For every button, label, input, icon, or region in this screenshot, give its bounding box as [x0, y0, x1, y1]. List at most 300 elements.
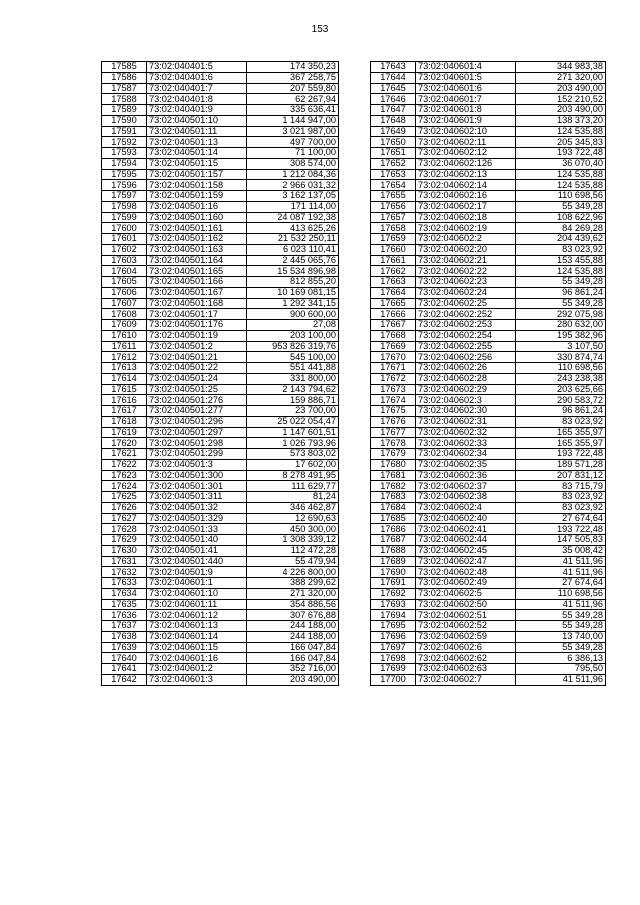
row-number-cell: 17638: [102, 631, 147, 642]
cadastral-number-cell: 73:02:040602:52: [416, 621, 516, 632]
cadastral-number-cell: 73:02:040602:41: [416, 524, 516, 535]
table-row: [102, 416, 339, 427]
table-row: [371, 137, 606, 148]
value-cell: 111 629,77: [247, 481, 339, 492]
cadastral-number-cell: 73:02:040602:62: [416, 653, 516, 664]
table-row: [371, 653, 606, 664]
value-cell: 71 100,00: [247, 148, 339, 159]
value-cell: 497 700,00: [247, 137, 339, 148]
table-row: [371, 427, 606, 438]
table-row: [371, 72, 606, 83]
table-row: [371, 234, 606, 245]
value-cell: 1 308 339,12: [247, 535, 339, 546]
row-number-cell: 17585: [102, 62, 147, 73]
table-row: [371, 513, 606, 524]
value-cell: 3 162 137,05: [247, 191, 339, 202]
value-cell: 346 462,87: [247, 502, 339, 513]
cadastral-number-cell: 73:02:040501:24: [147, 373, 247, 384]
value-cell: 55 349,28: [516, 621, 606, 632]
registry-table-left: [101, 61, 339, 686]
row-number-cell: 17678: [371, 438, 416, 449]
cadastral-number-cell: 73:02:040602:7: [416, 674, 516, 685]
row-number-cell: 17673: [371, 384, 416, 395]
value-cell: 55 349,28: [516, 642, 606, 653]
table-row: [102, 578, 339, 589]
row-number-cell: 17663: [371, 277, 416, 288]
table-row: [102, 610, 339, 621]
row-number-cell: 17634: [102, 588, 147, 599]
row-number-cell: 17592: [102, 137, 147, 148]
value-cell: 83 023,92: [516, 244, 606, 255]
row-number-cell: 17627: [102, 513, 147, 524]
cadastral-number-cell: 73:02:040602:35: [416, 459, 516, 470]
cadastral-number-cell: 73:02:040501:9: [147, 567, 247, 578]
table-row: [102, 599, 339, 610]
table-row: [102, 212, 339, 223]
cadastral-number-cell: 73:02:040501:17: [147, 309, 247, 320]
row-number-cell: 17642: [102, 674, 147, 685]
page-number: 153: [311, 24, 329, 35]
table-row: [102, 459, 339, 470]
value-cell: 35 008,42: [516, 545, 606, 556]
table-row: [102, 674, 339, 685]
table-row: [371, 567, 606, 578]
value-cell: 41 511,96: [516, 556, 606, 567]
table-row: [102, 406, 339, 417]
row-number-cell: 17675: [371, 406, 416, 417]
value-cell: 12 690,63: [247, 513, 339, 524]
cadastral-number-cell: 73:02:040601:8: [416, 105, 516, 116]
row-number-cell: 17615: [102, 384, 147, 395]
value-cell: 153 455,88: [516, 255, 606, 266]
row-number-cell: 17624: [102, 481, 147, 492]
row-number-cell: 17612: [102, 352, 147, 363]
value-cell: 243 238,38: [516, 373, 606, 384]
table-row: [371, 201, 606, 212]
cadastral-number-cell: 73:02:040501:311: [147, 492, 247, 503]
table-row: [102, 83, 339, 94]
row-number-cell: 17616: [102, 395, 147, 406]
value-cell: 124 535,88: [516, 266, 606, 277]
table-row: [102, 621, 339, 632]
table-row: [371, 556, 606, 567]
cadastral-number-cell: 73:02:040401:9: [147, 105, 247, 116]
cadastral-number-cell: 73:02:040501:165: [147, 266, 247, 277]
table-row: [371, 535, 606, 546]
cadastral-number-cell: 73:02:040501:301: [147, 481, 247, 492]
cadastral-number-cell: 73:02:040602:253: [416, 320, 516, 331]
table-row: [102, 158, 339, 169]
value-cell: 271 320,00: [516, 72, 606, 83]
value-cell: 352 716,00: [247, 664, 339, 675]
row-number-cell: 17668: [371, 330, 416, 341]
value-cell: 112 472,28: [247, 545, 339, 556]
table-row: [371, 674, 606, 685]
table-row: [102, 373, 339, 384]
row-number-cell: 17598: [102, 201, 147, 212]
row-number-cell: 17633: [102, 578, 147, 589]
table-row: [102, 148, 339, 159]
table-row: [102, 169, 339, 180]
value-cell: 41 511,96: [516, 674, 606, 685]
cadastral-number-cell: 73:02:040401:5: [147, 62, 247, 73]
table-row: [371, 631, 606, 642]
row-number-cell: 17685: [371, 513, 416, 524]
cadastral-number-cell: 73:02:040501:297: [147, 427, 247, 438]
table-row: [371, 373, 606, 384]
table-row: [371, 309, 606, 320]
cadastral-number-cell: 73:02:040501:440: [147, 556, 247, 567]
value-cell: 308 574,00: [247, 158, 339, 169]
table-row: [371, 459, 606, 470]
cadastral-number-cell: 73:02:040501:11: [147, 126, 247, 137]
table-row: [102, 277, 339, 288]
row-number-cell: 17594: [102, 158, 147, 169]
value-cell: 10 169 081,15: [247, 287, 339, 298]
cadastral-number-cell: 73:02:040602:10: [416, 126, 516, 137]
cadastral-number-cell: 73:02:040602:59: [416, 631, 516, 642]
value-cell: 165 355,97: [516, 438, 606, 449]
row-number-cell: 17647: [371, 105, 416, 116]
cadastral-number-cell: 73:02:040602:31: [416, 416, 516, 427]
value-cell: 203 490,00: [516, 83, 606, 94]
value-cell: 344 983,38: [516, 62, 606, 73]
row-number-cell: 17671: [371, 363, 416, 374]
row-number-cell: 17686: [371, 524, 416, 535]
value-cell: 207 559,80: [247, 83, 339, 94]
table-row: [102, 567, 339, 578]
value-cell: 165 355,97: [516, 427, 606, 438]
row-number-cell: 17674: [371, 395, 416, 406]
cadastral-number-cell: 73:02:040601:11: [147, 599, 247, 610]
row-number-cell: 17669: [371, 341, 416, 352]
row-number-cell: 17651: [371, 148, 416, 159]
table-row: [371, 470, 606, 481]
row-number-cell: 17698: [371, 653, 416, 664]
table-row: [371, 664, 606, 675]
cadastral-number-cell: 73:02:040602:49: [416, 578, 516, 589]
value-cell: 83 023,92: [516, 492, 606, 503]
cadastral-number-cell: 73:02:040602:37: [416, 481, 516, 492]
cadastral-number-cell: 73:02:040602:24: [416, 287, 516, 298]
value-cell: 110 698,56: [516, 588, 606, 599]
table-row: [371, 255, 606, 266]
cadastral-number-cell: 73:02:040501:2: [147, 341, 247, 352]
cadastral-number-cell: 73:02:040602:44: [416, 535, 516, 546]
value-cell: 8 278 491,95: [247, 470, 339, 481]
row-number-cell: 17605: [102, 277, 147, 288]
row-number-cell: 17664: [371, 287, 416, 298]
cadastral-number-cell: 73:02:040602:29: [416, 384, 516, 395]
table-row: [102, 470, 339, 481]
value-cell: 413 625,26: [247, 223, 339, 234]
table-row: [102, 588, 339, 599]
row-number-cell: 17626: [102, 502, 147, 513]
value-cell: 13 740,00: [516, 631, 606, 642]
table-row: [102, 105, 339, 116]
cadastral-number-cell: 73:02:040501:40: [147, 535, 247, 546]
table-row: [102, 341, 339, 352]
value-cell: 55 349,28: [516, 277, 606, 288]
cadastral-number-cell: 73:02:040601:7: [416, 94, 516, 105]
cadastral-number-cell: 73:02:040602:4: [416, 502, 516, 513]
cadastral-number-cell: 73:02:040501:3: [147, 459, 247, 470]
table-row: [102, 438, 339, 449]
row-number-cell: 17588: [102, 94, 147, 105]
row-number-cell: 17610: [102, 330, 147, 341]
row-number-cell: 17593: [102, 148, 147, 159]
value-cell: 244 188,00: [247, 631, 339, 642]
table-row: [371, 320, 606, 331]
value-cell: 335 636,41: [247, 105, 339, 116]
row-number-cell: 17617: [102, 406, 147, 417]
cadastral-number-cell: 73:02:040501:19: [147, 330, 247, 341]
row-number-cell: 17623: [102, 470, 147, 481]
row-number-cell: 17630: [102, 545, 147, 556]
row-number-cell: 17644: [371, 72, 416, 83]
cadastral-number-cell: 73:02:040602:30: [416, 406, 516, 417]
value-cell: 189 571,28: [516, 459, 606, 470]
value-cell: 27 674,64: [516, 578, 606, 589]
table-row: [102, 287, 339, 298]
row-number-cell: 17640: [102, 653, 147, 664]
value-cell: 166 047,84: [247, 653, 339, 664]
cadastral-number-cell: 73:02:040501:21: [147, 352, 247, 363]
table-row: [102, 492, 339, 503]
value-cell: 2 143 794,62: [247, 384, 339, 395]
value-cell: 83 023,92: [516, 416, 606, 427]
cadastral-number-cell: 73:02:040501:167: [147, 287, 247, 298]
value-cell: 450 300,00: [247, 524, 339, 535]
table-row: [371, 642, 606, 653]
row-number-cell: 17687: [371, 535, 416, 546]
table-row: [371, 330, 606, 341]
row-number-cell: 17632: [102, 567, 147, 578]
table-row: [102, 223, 339, 234]
row-number-cell: 17648: [371, 115, 416, 126]
cadastral-number-cell: 73:02:040501:162: [147, 234, 247, 245]
row-number-cell: 17619: [102, 427, 147, 438]
cadastral-number-cell: 73:02:040602:126: [416, 158, 516, 169]
value-cell: 1 026 793,96: [247, 438, 339, 449]
row-number-cell: 17670: [371, 352, 416, 363]
cadastral-number-cell: 73:02:040602:26: [416, 363, 516, 374]
cadastral-number-cell: 73:02:040501:166: [147, 277, 247, 288]
value-cell: 124 535,88: [516, 169, 606, 180]
table-row: [371, 62, 606, 73]
value-cell: 36 070,40: [516, 158, 606, 169]
value-cell: 96 861,24: [516, 287, 606, 298]
row-number-cell: 17587: [102, 83, 147, 94]
table-row: [371, 395, 606, 406]
table-row: [102, 244, 339, 255]
row-number-cell: 17591: [102, 126, 147, 137]
cadastral-number-cell: 73:02:040602:18: [416, 212, 516, 223]
row-number-cell: 17681: [371, 470, 416, 481]
row-number-cell: 17688: [371, 545, 416, 556]
value-cell: 331 800,00: [247, 373, 339, 384]
table-row: [371, 352, 606, 363]
row-number-cell: 17596: [102, 180, 147, 191]
table-row: [102, 481, 339, 492]
value-cell: 62 267,94: [247, 94, 339, 105]
table-row: [371, 287, 606, 298]
value-cell: 84 269,28: [516, 223, 606, 234]
row-number-cell: 17604: [102, 266, 147, 277]
value-cell: 2 966 031,32: [247, 180, 339, 191]
value-cell: 953 826 319,76: [247, 341, 339, 352]
cadastral-number-cell: 73:02:040602:50: [416, 599, 516, 610]
table-row: [102, 395, 339, 406]
table-row: [102, 201, 339, 212]
value-cell: 545 100,00: [247, 352, 339, 363]
cadastral-number-cell: 73:02:040601:9: [416, 115, 516, 126]
value-cell: 203 490,00: [516, 105, 606, 116]
value-cell: 81,24: [247, 492, 339, 503]
value-cell: 41 511,96: [516, 599, 606, 610]
cadastral-number-cell: 73:02:040602:38: [416, 492, 516, 503]
row-number-cell: 17659: [371, 234, 416, 245]
value-cell: 2 445 065,76: [247, 255, 339, 266]
cadastral-number-cell: 73:02:040401:6: [147, 72, 247, 83]
cadastral-number-cell: 73:02:040401:8: [147, 94, 247, 105]
row-number-cell: 17637: [102, 621, 147, 632]
row-number-cell: 17690: [371, 567, 416, 578]
value-cell: 96 861,24: [516, 406, 606, 417]
table-row: [102, 524, 339, 535]
cadastral-number-cell: 73:02:040401:7: [147, 83, 247, 94]
table-row: [102, 642, 339, 653]
table-row: [102, 545, 339, 556]
table-row: [102, 664, 339, 675]
row-number-cell: 17654: [371, 180, 416, 191]
table-row: [371, 94, 606, 105]
cadastral-number-cell: 73:02:040601:10: [147, 588, 247, 599]
table-row: [102, 94, 339, 105]
value-cell: 203 100,00: [247, 330, 339, 341]
row-number-cell: 17629: [102, 535, 147, 546]
row-number-cell: 17656: [371, 201, 416, 212]
cadastral-number-cell: 73:02:040602:22: [416, 266, 516, 277]
row-number-cell: 17696: [371, 631, 416, 642]
cadastral-number-cell: 73:02:040501:298: [147, 438, 247, 449]
value-cell: 21 532 250,11: [247, 234, 339, 245]
row-number-cell: 17618: [102, 416, 147, 427]
row-number-cell: 17620: [102, 438, 147, 449]
table-row: [102, 266, 339, 277]
value-cell: 193 722,48: [516, 148, 606, 159]
row-number-cell: 17692: [371, 588, 416, 599]
value-cell: 290 583,72: [516, 395, 606, 406]
cadastral-number-cell: 73:02:040601:13: [147, 621, 247, 632]
cadastral-number-cell: 73:02:040501:277: [147, 406, 247, 417]
cadastral-number-cell: 73:02:040501:32: [147, 502, 247, 513]
table-row: [371, 244, 606, 255]
table-row: [371, 191, 606, 202]
row-number-cell: 17677: [371, 427, 416, 438]
table-row: [371, 212, 606, 223]
cadastral-number-cell: 73:02:040602:11: [416, 137, 516, 148]
row-number-cell: 17613: [102, 363, 147, 374]
row-number-cell: 17635: [102, 599, 147, 610]
value-cell: 195 382,96: [516, 330, 606, 341]
cadastral-number-cell: 73:02:040601:6: [416, 83, 516, 94]
row-number-cell: 17682: [371, 481, 416, 492]
table-row: [102, 298, 339, 309]
cadastral-number-cell: 73:02:040602:45: [416, 545, 516, 556]
table-row: [371, 148, 606, 159]
cadastral-number-cell: 73:02:040501:33: [147, 524, 247, 535]
row-number-cell: 17649: [371, 126, 416, 137]
value-cell: 3 021 987,00: [247, 126, 339, 137]
cadastral-number-cell: 73:02:040601:14: [147, 631, 247, 642]
cadastral-number-cell: 73:02:040501:161: [147, 223, 247, 234]
cadastral-number-cell: 73:02:040602:252: [416, 309, 516, 320]
table-row: [371, 105, 606, 116]
row-number-cell: 17631: [102, 556, 147, 567]
row-number-cell: 17639: [102, 642, 147, 653]
cadastral-number-cell: 73:02:040601:12: [147, 610, 247, 621]
value-cell: 900 600,00: [247, 309, 339, 320]
value-cell: 110 698,56: [516, 191, 606, 202]
table-row: [371, 341, 606, 352]
value-cell: 17 602,00: [247, 459, 339, 470]
cadastral-number-cell: 73:02:040602:47: [416, 556, 516, 567]
row-number-cell: 17662: [371, 266, 416, 277]
row-number-cell: 17643: [371, 62, 416, 73]
row-number-cell: 17695: [371, 621, 416, 632]
value-cell: 795,50: [516, 664, 606, 675]
row-number-cell: 17589: [102, 105, 147, 116]
table-row: [371, 384, 606, 395]
table-row: [102, 363, 339, 374]
cadastral-number-cell: 73:02:040602:25: [416, 298, 516, 309]
row-number-cell: 17597: [102, 191, 147, 202]
cadastral-number-cell: 73:02:040602:32: [416, 427, 516, 438]
cadastral-number-cell: 73:02:040501:160: [147, 212, 247, 223]
row-number-cell: 17595: [102, 169, 147, 180]
value-cell: 3 107,50: [516, 341, 606, 352]
cadastral-number-cell: 73:02:040602:3: [416, 395, 516, 406]
value-cell: 367 258,75: [247, 72, 339, 83]
value-cell: 330 874,74: [516, 352, 606, 363]
row-number-cell: 17697: [371, 642, 416, 653]
cadastral-number-cell: 73:02:040602:51: [416, 610, 516, 621]
value-cell: 1 212 084,36: [247, 169, 339, 180]
value-cell: 124 535,88: [516, 126, 606, 137]
table-row: [371, 180, 606, 191]
row-number-cell: 17641: [102, 664, 147, 675]
row-number-cell: 17680: [371, 459, 416, 470]
row-number-cell: 17608: [102, 309, 147, 320]
value-cell: 108 622,96: [516, 212, 606, 223]
cadastral-number-cell: 73:02:040602:5: [416, 588, 516, 599]
row-number-cell: 17661: [371, 255, 416, 266]
table-row: [371, 599, 606, 610]
cadastral-number-cell: 73:02:040602:12: [416, 148, 516, 159]
cadastral-number-cell: 73:02:040501:296: [147, 416, 247, 427]
value-cell: 27 674,64: [516, 513, 606, 524]
cadastral-number-cell: 73:02:040602:48: [416, 567, 516, 578]
table-row: [371, 481, 606, 492]
value-cell: 41 511,96: [516, 567, 606, 578]
row-number-cell: 17645: [371, 83, 416, 94]
value-cell: 354 886,56: [247, 599, 339, 610]
cadastral-number-cell: 73:02:040602:255: [416, 341, 516, 352]
value-cell: 271 320,00: [247, 588, 339, 599]
table-row: [102, 191, 339, 202]
table-row: [371, 502, 606, 513]
